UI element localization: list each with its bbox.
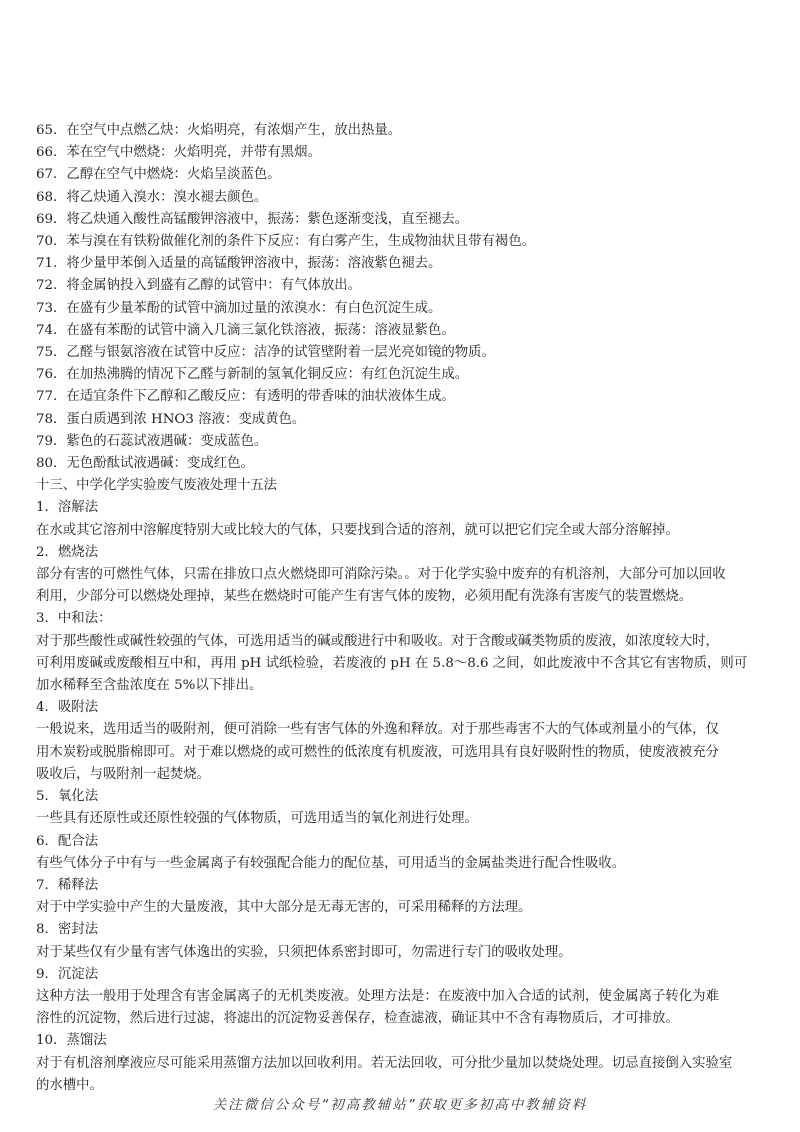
method-heading: 9．沉淀法 (36, 966, 99, 982)
method-text: 用木炭粉或脱脂棉即可。对于难以燃烧的或可燃性的低浓度有机废液，可选用具有良好吸附性的物质，使废液被充分 (36, 744, 719, 760)
list-item: 80．无色酚酞试液遇碱：变成红色。 (36, 456, 254, 472)
method-heading: 7．稀释法 (36, 877, 99, 893)
method-sealing (36, 919, 771, 963)
phenomena-list (36, 120, 771, 475)
list-item: 78．蛋白质遇到浓 HNO3 溶液：变成黄色。 (36, 411, 306, 427)
method-heading: 6．配合法 (36, 833, 99, 849)
list-item: 76．在加热沸腾的情况下乙醛与新制的氢氧化铜反应：有红色沉淀生成。 (36, 367, 469, 383)
method-precipitation (36, 964, 771, 1031)
method-text: 对于中学实验中产生的大量废液，其中大部分是无毒无害的，可采用稀释的方法理。 (36, 900, 532, 916)
method-heading: 2．燃烧法 (36, 544, 99, 560)
method-text: 的水槽中。 (36, 1077, 103, 1093)
list-item: 68．将乙炔通入溴水：溴水褪去颜色。 (36, 189, 268, 205)
method-text: 有些气体分子中有与一些金属离子有较强配合能力的配位基，可用适当的金属盐类进行配合性吸收。 (36, 855, 626, 871)
document-body (36, 120, 771, 1097)
method-oxidation (36, 786, 771, 830)
method-adsorption (36, 697, 771, 786)
method-heading: 4．吸附法 (36, 700, 99, 716)
method-text: 利用，少部分可以燃烧处理掉，某些在燃烧时可能产生有害气体的废物，必须用配有洗涤有害废气的装置燃烧。 (36, 589, 693, 605)
list-item: 74．在盛有苯酚的试管中滴入几滴三氯化铁溶液，振荡：溶液显紫色。 (36, 322, 455, 338)
method-text: 对于有机溶剂摩液应尽可能采用蒸馏方法加以回收利用。若无法回收，可分批少量加以焚烧处理。切忌直接倒入实验室 (36, 1055, 733, 1071)
method-combustion (36, 542, 771, 609)
method-heading: 5．氧化法 (36, 789, 99, 805)
method-text: 加水稀释至含盐浓度在 5%以下排出。 (36, 678, 263, 694)
method-dissolution (36, 497, 771, 541)
method-text: 部分有害的可燃性气体，只需在排放口点火燃烧即可消除污染。。对于化学实验中废弃的有机溶剂，大部分可加以回收 (36, 567, 726, 583)
section-title: 十三、中学化学实验废气废液处理十五法 (36, 478, 278, 494)
method-text: 这种方法一般用于处理含有害金属离子的无机类废液。处理方法是：在废液中加入合适的试剂，使金属离子转化为难 (36, 988, 719, 1004)
method-text: 一些具有还原性或还原性较强的气体物质，可选用适当的氧化剂进行处理。 (36, 811, 478, 827)
method-neutralization (36, 608, 771, 697)
list-item: 72．将金属钠投入到盛有乙醇的试管中：有气体放出。 (36, 278, 362, 294)
method-text: 吸收后，与吸附剂一起焚烧。 (36, 766, 211, 782)
method-distillation (36, 1030, 771, 1097)
list-item: 67．乙醇在空气中燃烧：火焰呈淡蓝色。 (36, 167, 281, 183)
list-item: 65．在空气中点燃乙炔：火焰明亮，有浓烟产生，放出热量。 (36, 123, 402, 138)
method-heading: 8．密封法 (36, 922, 99, 938)
list-item: 71．将少量甲苯倒入适量的高锰酸钾溶液中，振荡：溶液紫色褪去。 (36, 256, 442, 272)
method-heading: 3．中和法： (36, 611, 112, 627)
method-text: 对于那些酸性或碱性较强的气体，可选用适当的碱或酸进行中和吸收。对于含酸或碱类物质的废液，如浓度较大时， (36, 633, 719, 649)
method-text: 可利用废碱或废酸相互中和，再用 pH 试纸检验，若废液的 pH 在 5.8～8.6 之间，如此废液中不含其它有害物质，则可 (36, 655, 748, 671)
list-item: 73．在盛有少量苯酚的试管中滴加过量的浓溴水：有白色沉淀生成。 (36, 300, 442, 316)
method-heading: 10．蒸馏法 (36, 1033, 107, 1049)
method-text: 溶性的沉淀物，然后进行过滤，将滤出的沉淀物妥善保存，检查滤液，确证其中不含有毒物质后，才可排放。 (36, 1011, 679, 1027)
method-heading: 1．溶解法 (36, 500, 99, 516)
list-item: 77．在适宜条件下乙醇和乙酸反应：有透明的带香味的油状液体生成。 (36, 389, 455, 405)
list-item: 79．紫色的石蕊试液遇碱：变成蓝色。 (36, 433, 268, 449)
list-item: 75．乙醛与银氨溶液在试管中反应：洁净的试管壁附着一层光亮如镜的物质。 (36, 345, 495, 361)
method-text: 一般说来，选用适当的吸附剂，便可消除一些有害气体的外逸和释放。对于那些毒害不大的气体或剂量小的气体，仅 (36, 722, 719, 738)
footer-note: 关注微信公众号“初高教辅站”获取更多初高中教辅资料 (212, 1097, 588, 1113)
method-text: 在水或其它溶剂中溶解度特别大或比较大的气体，只要找到合适的溶剂，就可以把它们完全或大部分溶解掉。 (36, 522, 679, 538)
method-text: 对于某些仅有少量有害气体逸出的实验，只须把体系密封即可，勿需进行专门的吸收处理。 (36, 944, 572, 960)
list-item: 66．苯在空气中燃烧：火焰明亮，并带有黑烟。 (36, 145, 321, 161)
list-item: 69．将乙炔通入酸性高锰酸钾溶液中，振荡：紫色逐渐变浅，直至褪去。 (36, 211, 469, 227)
method-dilution (36, 875, 771, 919)
method-complexation (36, 831, 771, 875)
list-item: 70．苯与溴在有铁粉做催化剂的条件下反应：有白雾产生，生成物油状且带有褐色。 (36, 234, 536, 250)
